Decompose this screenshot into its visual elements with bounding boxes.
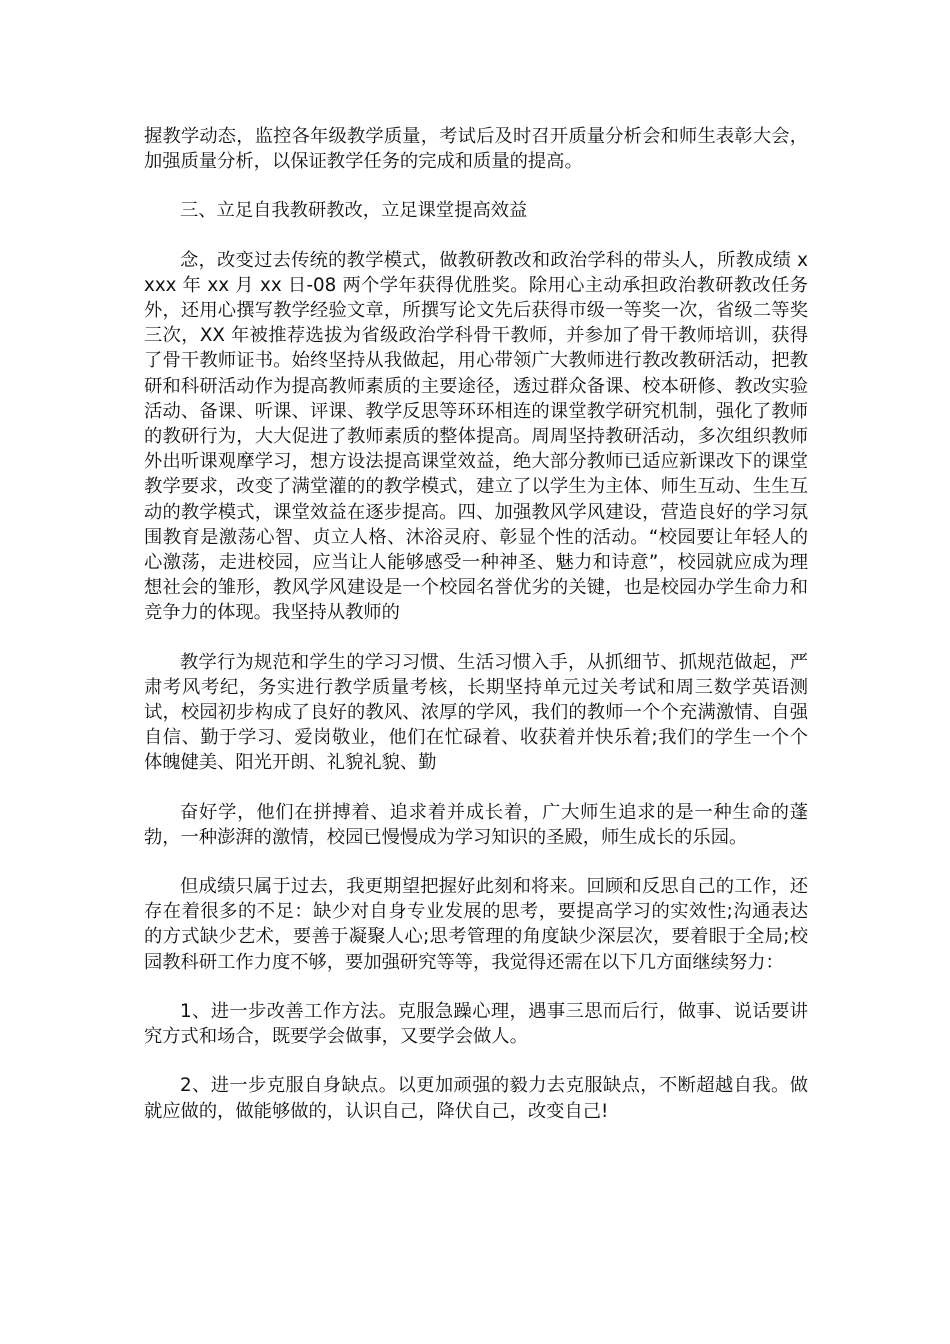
paragraph-teaching-reform: 念，改变过去传统的教学模式，做教研教改和政治学科的带头人，所教成绩 xxxx 年 xx 月 xx 日-08 两个学年获得优胜奖。除用心主动承担政治教研教改任务外，还用心撰写教学经验文章，所撰写论文先后获得市级一等奖一次，省级二等奖三次，XX 年被推荐选拔为省级政治学科骨干教师，并参加了骨干教师培训，获得了骨干教师证书。始终坚持从我做起，用心带领广大教师进行教改教研活动，把教研和科研活动作为提高教师素质的主要途径，透过群众备课、校本研修、教改实验活动、备课、听课、评课、教学反思等环环相连的课堂教学研究机制，强化了教师的教研行为，大大促进了教师素质的整体提高。周周坚持教研活动，多次组织教师外出听课观摩学习，想方设法提高课堂效益，绝大部分教师已适应新课改下的课堂教学要求，改变了满堂灌的的教学模式，建立了以学生为主体、师生互动、生生互动的教学模式，课堂效益在逐步提高。四、加强教风学风建设，营造良好的学习氛围教育是激荡心智、贞立人格、沐浴灵府、彰显个性的活动。“校园要让年轻人的心激荡，走进校园，应当让人能够感受一种神圣、魅力和诗意”，校园就应成为理想社会的雏形，教风学风建设是一个校园名誉优劣的关键，也是校园办学生命力和竞争力的体现。我坚持从教师的 (144, 249, 808, 624)
paragraph-campus-growth: 奋好学，他们在拼搏着、追求着并成长着，广大师生追求的是一种生命的蓬勃，一种澎湃的激情，校园已慢慢成为学习知识的圣殿，师生成长的乐园。 (144, 801, 808, 848)
paragraph-reflection: 但成绩只属于过去，我更期望把握好此刻和将来。回顾和反思自己的工作，还存在着很多的不足：缺少对自身专业发展的思考，要提高学习的实效性;沟通表达的方式缺少艺术，要善于凝聚人心;思考管理的角度缺少深层次，要着眼于全局;校园教科研工作力度不够，要加强研究等等，我觉得还需在以下几方面继续努力： (144, 876, 808, 973)
section-heading-teaching-research: 三、立足自我教研教改，立足课堂提高效益 (180, 200, 528, 222)
document-page (144, 124, 808, 1124)
paragraph-quality-analysis: 握教学动态，监控各年级教学质量，考试后及时召开质量分析会和师生表彰大会，加强质量分析，以保证教学任务的完成和质量的提高。 (144, 126, 808, 173)
list-item-overcome-shortcomings: 2、进一步克服自身缺点。以更加顽强的毅力去克服缺点，不断超越自我。做就应做的，做能够做的，认识自己，降伏自己，改变自己! (144, 1075, 808, 1122)
list-item-improve-methods: 1、进一步改善工作方法。克服急躁心理，遇事三思而后行，做事、说话要讲究方式和场合，既要学会做事，又要学会做人。 (144, 1000, 808, 1048)
paragraph-conduct-standards: 教学行为规范和学生的学习习惯、生活习惯入手，从抓细节、抓规范做起，严肃考风考纪，务实进行教学质量考核，长期坚持单元过关考试和周三数学英语测试，校园初步构成了良好的教风、浓厚的学风，我们的教师一个个充满激情、自强自信、勤于学习、爱岗敬业，他们在忙碌着、收获着并快乐着;我们的学生一个个体魄健美、阳光开朗、礼貌礼貌、勤 (144, 651, 808, 774)
